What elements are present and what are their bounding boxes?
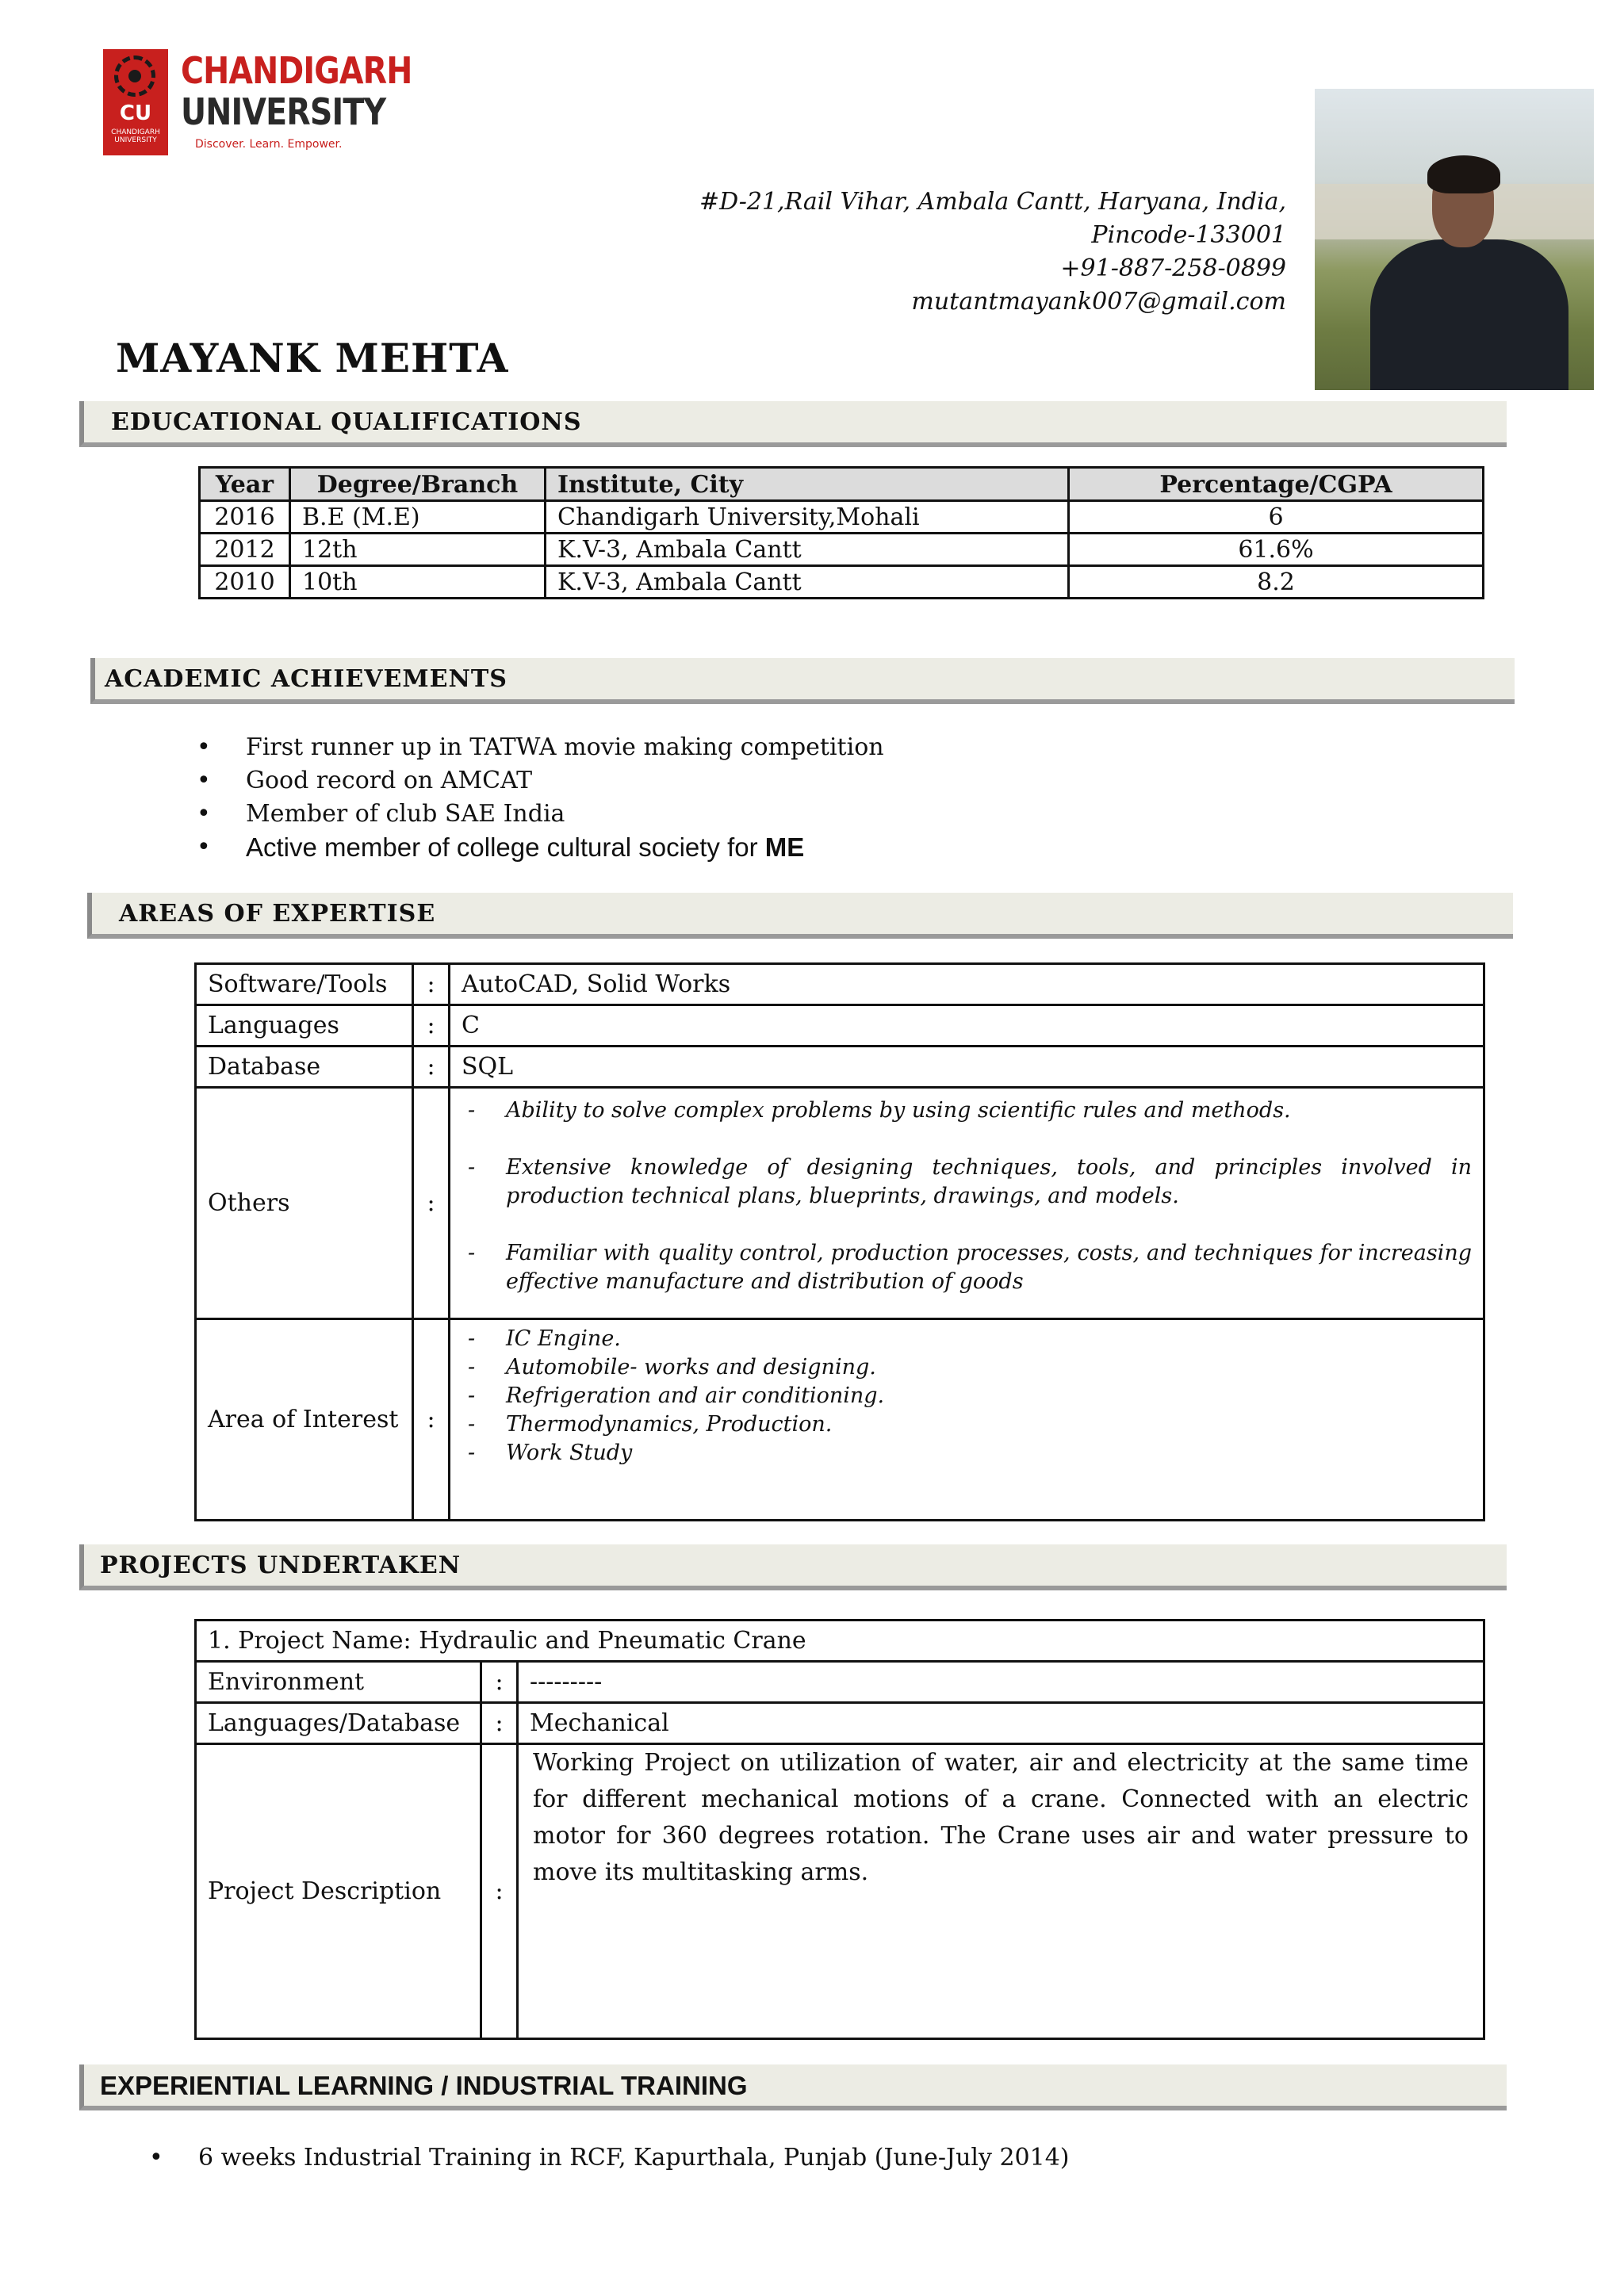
table-cell: 10th [290, 566, 546, 599]
logo-name-line2: UNIVERSITY [181, 90, 386, 133]
achievements-list [190, 731, 884, 864]
section-header-projects: PROJECTS UNDERTAKEN [79, 1544, 1507, 1590]
list-item: - Familiar with quality control, production processes, costs, and techniques for increasing effective manufacture and distribution of goods [458, 1239, 1472, 1296]
address-line1: #D-21,Rail Vihar, Ambala Cantt, Haryana, India, [699, 188, 1286, 216]
table-row [200, 534, 1484, 566]
phone-number: +91-887-258-0899 [1060, 254, 1286, 282]
logo-mark-small-text: CHANDIGARH UNIVERSITY [111, 128, 160, 144]
row-label: Languages/Database [196, 1703, 481, 1744]
table-cell: Chandigarh University,Mohali [546, 501, 1069, 534]
row-label: Database [196, 1047, 413, 1088]
table-row [196, 1621, 1484, 1662]
table-row: Environment : --------- [196, 1662, 1484, 1703]
address-line2: Pincode-133001 [1091, 221, 1286, 249]
row-label: Others [196, 1088, 413, 1319]
list-item: - Thermodynamics, Production. [458, 1410, 1472, 1439]
list-item: - Refrigeration and air conditioning. [458, 1382, 1472, 1410]
row-value: C [450, 1005, 1484, 1047]
university-logo [103, 49, 420, 160]
list-item: • 6 weeks Industrial Training in RCF, Kapurthala, Punjab (June-July 2014) [143, 2144, 1070, 2172]
column-header: Year [200, 468, 290, 501]
project-description: Working Project on utilization of water, air and electricity at the same time for different mechanical motions of a crane. Connected with an electric motor for 360 degrees rotation. The Crane uses air and water pressure to move its multitasking arms. [518, 1744, 1484, 2039]
row-label: Software/Tools [196, 964, 413, 1005]
table-row: Others : - Ability to solve complex problems by using scientific rules and methods. - Extensive knowledge of designing techniques, tools, and principles involved in production technical plans, blueprints, drawings, and models. - Familiar with quality control, production processes, costs, and techniques for increasing effective manufacture and distribution of goods [196, 1088, 1484, 1319]
table-cell: K.V-3, Ambala Cantt [546, 534, 1069, 566]
education-table [198, 466, 1484, 599]
logo-tagline: Discover. Learn. Empower. [195, 138, 343, 151]
table-row: Database : SQL [196, 1047, 1484, 1088]
table-cell: B.E (M.E) [290, 501, 546, 534]
contact-block [699, 186, 1286, 319]
list-item: - Ability to solve complex problems by using scientific rules and methods. [458, 1096, 1472, 1125]
table-cell: 2010 [200, 566, 290, 599]
table-row [200, 566, 1484, 599]
column-header: Institute, City [546, 468, 1069, 501]
table-cell: 61.6% [1069, 534, 1484, 566]
list-item: • Active member of college cultural society for ME [190, 831, 884, 864]
table-header-row [200, 468, 1484, 501]
table-row: Project Description : Working Project on utilization of water, air and electricity at the same time for different mechanical motions of a crane. Connected with an electric motor for 360 degrees rotation. The Crane uses air and water pressure to move its multitasking arms. [196, 1744, 1484, 2039]
row-label: Project Description [196, 1744, 481, 2039]
expertise-table [194, 962, 1485, 1521]
section-header-training: EXPERIENTIAL LEARNING / INDUSTRIAL TRAINING [79, 2064, 1507, 2110]
row-value: SQL [450, 1047, 1484, 1088]
table-row: Area of Interest : - IC Engine. - Automobile- works and designing. - Refrigeration and air conditioning. - Thermodynamics, Production. - Work Study [196, 1319, 1484, 1521]
table-cell: 2016 [200, 501, 290, 534]
column-header: Degree/Branch [290, 468, 546, 501]
project-title: 1. Project Name: Hydraulic and Pneumatic Crane [196, 1621, 1484, 1662]
row-label: Languages [196, 1005, 413, 1047]
row-label: Area of Interest [196, 1319, 413, 1521]
table-cell: 6 [1069, 501, 1484, 534]
table-cell: 12th [290, 534, 546, 566]
list-item: - IC Engine. [458, 1325, 1472, 1353]
row-value: Mechanical [518, 1703, 1484, 1744]
row-label: Environment [196, 1662, 481, 1703]
list-item: • First runner up in TATWA movie making competition [190, 731, 884, 764]
list-item: - Work Study [458, 1439, 1472, 1468]
list-item: • Good record on AMCAT [190, 764, 884, 798]
list-item: - Automobile- works and designing. [458, 1353, 1472, 1382]
row-value [450, 1319, 1484, 1521]
section-header-achievements: ACADEMIC ACHIEVEMENTS [90, 658, 1515, 704]
table-row: Languages : C [196, 1005, 1484, 1047]
table-cell: 8.2 [1069, 566, 1484, 599]
row-value: --------- [518, 1662, 1484, 1703]
row-value: AutoCAD, Solid Works [450, 964, 1484, 1005]
table-row: Software/Tools : AutoCAD, Solid Works [196, 964, 1484, 1005]
email-address[interactable]: mutantmayank007@gmail.com [911, 288, 1286, 316]
logo-name-line1: CHANDIGARH [181, 49, 412, 92]
section-header-expertise: AREAS OF EXPERTISE [87, 893, 1513, 939]
list-item: - Extensive knowledge of designing techniques, tools, and principles involved in production technical plans, blueprints, drawings, and models. [458, 1154, 1472, 1211]
column-header: Percentage/CGPA [1069, 468, 1484, 501]
table-cell: 2012 [200, 534, 290, 566]
logo-mark [103, 49, 168, 155]
table-row: Languages/Database : Mechanical [196, 1703, 1484, 1744]
table-row [200, 501, 1484, 534]
table-cell: K.V-3, Ambala Cantt [546, 566, 1069, 599]
logo-mark-text: CU [119, 101, 152, 125]
row-value [450, 1088, 1484, 1319]
project-table [194, 1619, 1485, 2040]
candidate-name: MAYANK MEHTA [116, 335, 509, 381]
section-header-education: EDUCATIONAL QUALIFICATIONS [79, 401, 1507, 447]
logo-wheel-icon [114, 55, 155, 97]
profile-photo [1315, 89, 1594, 390]
list-item: • Member of club SAE India [190, 798, 884, 831]
